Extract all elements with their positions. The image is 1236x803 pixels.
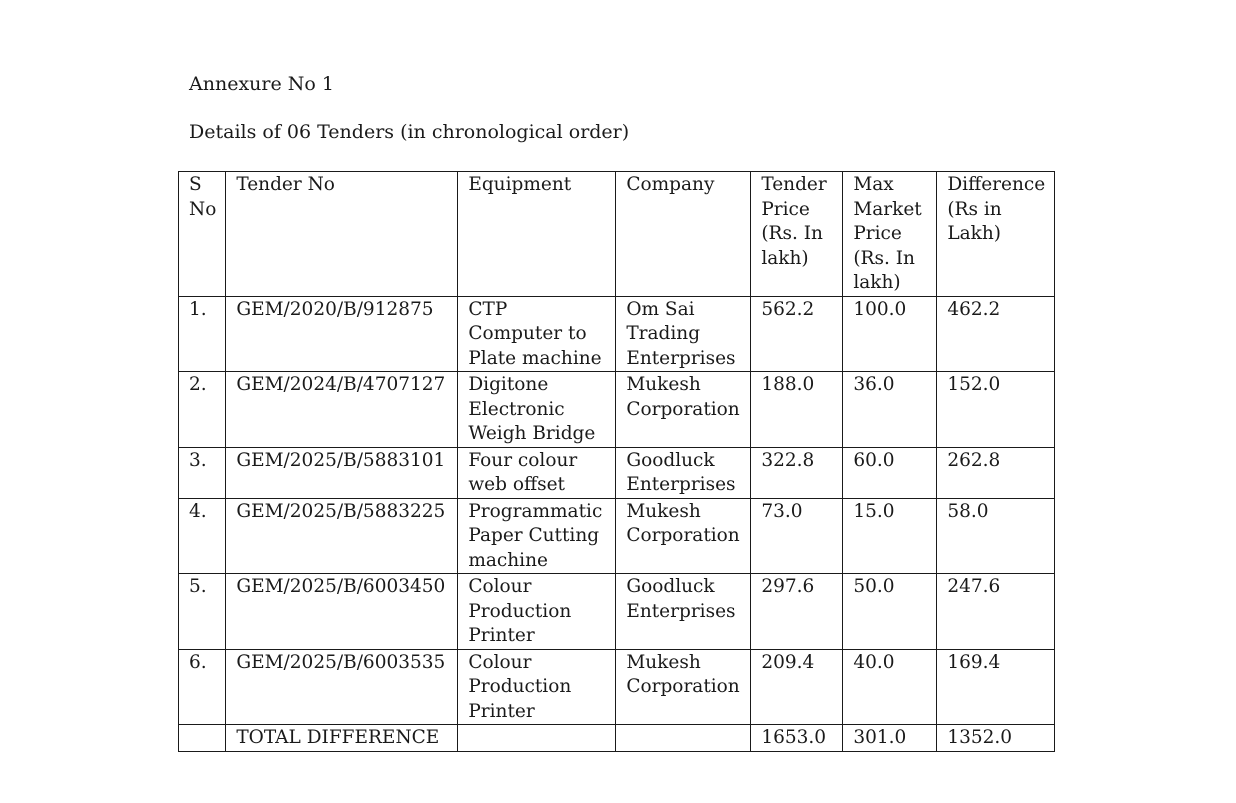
total-difference: 1352.0: [937, 725, 1055, 752]
header-tender-no: Tender No: [226, 172, 458, 297]
total-row: [179, 725, 1055, 752]
cell-max-market-price: 50.0: [843, 574, 937, 650]
annexure-heading: Annexure No 1: [189, 73, 334, 95]
cell-company: Om Sai Trading Enterprises: [616, 296, 751, 372]
table-row: [179, 447, 1055, 498]
total-sno-cell: [179, 725, 226, 752]
cell-sno: 2.: [179, 372, 226, 448]
cell-equipment: Colour Production Printer: [458, 649, 616, 725]
cell-max-market-price: 40.0: [843, 649, 937, 725]
table-row: [179, 372, 1055, 448]
header-company: Company: [616, 172, 751, 297]
tenders-subheading: Details of 06 Tenders (in chronological order): [189, 121, 630, 143]
cell-difference: 462.2: [937, 296, 1055, 372]
cell-equipment: Digitone Electronic Weigh Bridge: [458, 372, 616, 448]
header-equipment: Equipment: [458, 172, 616, 297]
header-max-market-price: Max Market Price (Rs. In lakh): [843, 172, 937, 297]
cell-tender-no: GEM/2024/B/4707127: [226, 372, 458, 448]
cell-tender-no: GEM/2020/B/912875: [226, 296, 458, 372]
header-difference: Difference (Rs in Lakh): [937, 172, 1055, 297]
cell-difference: 152.0: [937, 372, 1055, 448]
cell-company: Goodluck Enterprises: [616, 574, 751, 650]
cell-tender-price: 209.4: [751, 649, 843, 725]
cell-sno: 5.: [179, 574, 226, 650]
total-label: TOTAL DIFFERENCE: [226, 725, 458, 752]
tenders-table: [178, 171, 1055, 752]
cell-difference: 247.6: [937, 574, 1055, 650]
table-row: [179, 296, 1055, 372]
total-company-cell: [616, 725, 751, 752]
table-row: [179, 498, 1055, 574]
cell-max-market-price: 60.0: [843, 447, 937, 498]
table-row: [179, 649, 1055, 725]
cell-equipment: Programmatic Paper Cutting machine: [458, 498, 616, 574]
cell-equipment: CTP Computer to Plate machine: [458, 296, 616, 372]
cell-tender-price: 73.0: [751, 498, 843, 574]
header-sno: S No: [179, 172, 226, 297]
cell-tender-price: 322.8: [751, 447, 843, 498]
cell-max-market-price: 36.0: [843, 372, 937, 448]
cell-sno: 6.: [179, 649, 226, 725]
table-header-row: [179, 172, 1055, 297]
cell-tender-price: 297.6: [751, 574, 843, 650]
cell-tender-no: GEM/2025/B/5883101: [226, 447, 458, 498]
cell-difference: 169.4: [937, 649, 1055, 725]
total-max-market-price: 301.0: [843, 725, 937, 752]
cell-difference: 58.0: [937, 498, 1055, 574]
header-tender-price: Tender Price (Rs. In lakh): [751, 172, 843, 297]
cell-tender-price: 562.2: [751, 296, 843, 372]
cell-max-market-price: 15.0: [843, 498, 937, 574]
table-row: [179, 574, 1055, 650]
cell-equipment: Colour Production Printer: [458, 574, 616, 650]
cell-sno: 1.: [179, 296, 226, 372]
cell-equipment: Four colour web offset: [458, 447, 616, 498]
cell-difference: 262.8: [937, 447, 1055, 498]
total-equipment-cell: [458, 725, 616, 752]
cell-company: Goodluck Enterprises: [616, 447, 751, 498]
cell-company: Mukesh Corporation: [616, 372, 751, 448]
cell-company: Mukesh Corporation: [616, 649, 751, 725]
cell-tender-no: GEM/2025/B/5883225: [226, 498, 458, 574]
cell-company: Mukesh Corporation: [616, 498, 751, 574]
cell-sno: 3.: [179, 447, 226, 498]
cell-tender-price: 188.0: [751, 372, 843, 448]
cell-tender-no: GEM/2025/B/6003535: [226, 649, 458, 725]
cell-max-market-price: 100.0: [843, 296, 937, 372]
total-tender-price: 1653.0: [751, 725, 843, 752]
cell-tender-no: GEM/2025/B/6003450: [226, 574, 458, 650]
cell-sno: 4.: [179, 498, 226, 574]
